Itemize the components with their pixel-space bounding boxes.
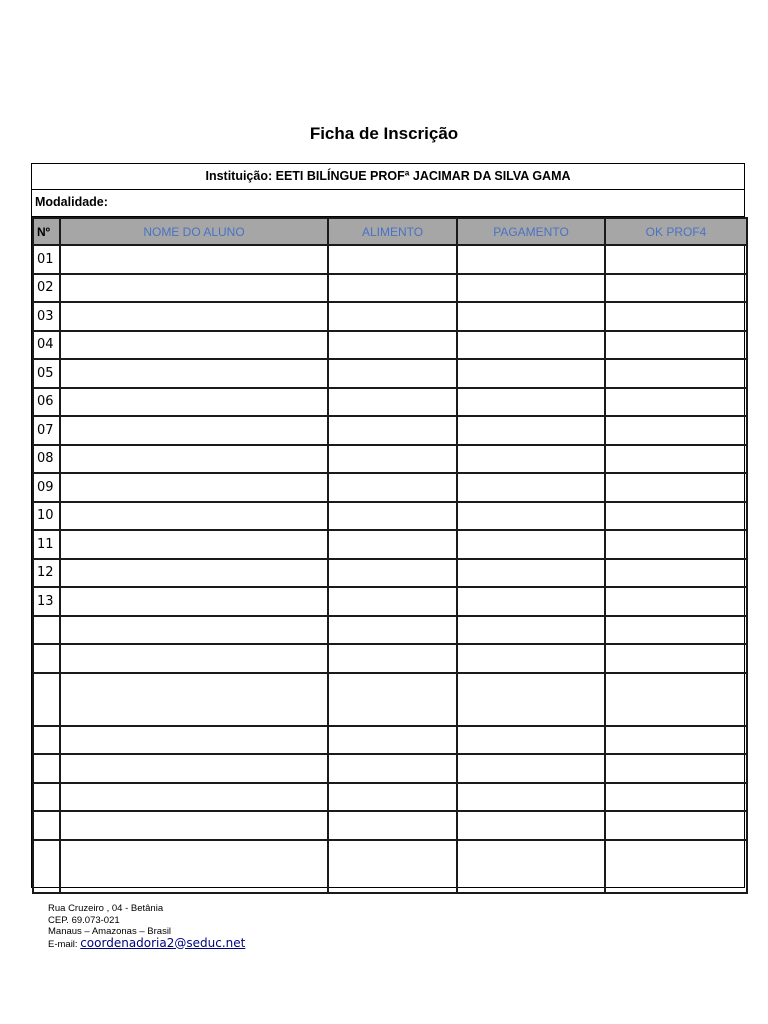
table-row <box>33 416 747 445</box>
row-number-cell: 13 <box>33 587 60 616</box>
food-cell[interactable] <box>328 587 457 616</box>
student-name-cell[interactable] <box>60 502 328 531</box>
row-number-cell: 05 <box>33 359 60 388</box>
payment-cell[interactable] <box>457 811 605 840</box>
payment-cell[interactable] <box>457 644 605 673</box>
food-cell[interactable] <box>328 840 457 893</box>
row-number-cell: 12 <box>33 559 60 588</box>
food-cell[interactable] <box>328 331 457 360</box>
row-number-cell: 06 <box>33 388 60 417</box>
student-name-cell[interactable] <box>60 811 328 840</box>
table-row <box>33 840 747 893</box>
teacher-ok-cell[interactable] <box>605 245 747 274</box>
table-row <box>33 754 747 783</box>
address-street: Rua Cruzeiro , 04 - Betânia <box>48 903 164 914</box>
teacher-ok-cell[interactable] <box>605 616 747 645</box>
teacher-ok-cell[interactable] <box>605 559 747 588</box>
teacher-ok-cell[interactable] <box>605 445 747 474</box>
payment-cell[interactable] <box>457 530 605 559</box>
teacher-ok-cell[interactable] <box>605 331 747 360</box>
student-name-cell[interactable] <box>60 840 328 893</box>
header-number: Nº <box>33 218 60 245</box>
row-number-cell: 04 <box>33 331 60 360</box>
email-line <box>48 935 246 951</box>
teacher-ok-cell[interactable] <box>605 359 747 388</box>
row-number-cell <box>33 783 60 812</box>
food-cell[interactable] <box>328 473 457 502</box>
food-cell[interactable] <box>328 274 457 303</box>
teacher-ok-cell[interactable] <box>605 530 747 559</box>
footer-address <box>48 903 245 950</box>
address-postal-code: CEP. 69.073-021 <box>48 914 120 926</box>
teacher-ok-cell[interactable] <box>605 587 747 616</box>
row-number-cell <box>33 726 60 755</box>
row-number-cell: 07 <box>33 416 60 445</box>
student-name-cell[interactable] <box>60 587 328 616</box>
student-name-cell[interactable] <box>60 388 328 417</box>
teacher-ok-cell[interactable] <box>605 416 747 445</box>
teacher-ok-cell[interactable] <box>605 502 747 531</box>
food-cell[interactable] <box>328 388 457 417</box>
food-cell[interactable] <box>328 754 457 783</box>
student-table <box>32 217 748 894</box>
payment-cell[interactable] <box>457 245 605 274</box>
header-student-name: NOME DO ALUNO <box>60 218 328 245</box>
table-row <box>33 587 747 616</box>
student-name-cell[interactable] <box>60 359 328 388</box>
food-cell[interactable] <box>328 559 457 588</box>
teacher-ok-cell[interactable] <box>605 473 747 502</box>
row-number-cell <box>33 673 60 726</box>
table-row <box>33 783 747 812</box>
address-city: Manaus – Amazonas – Brasil <box>48 926 172 937</box>
food-cell[interactable] <box>328 726 457 755</box>
table-row <box>33 616 747 645</box>
teacher-ok-cell[interactable] <box>605 754 747 783</box>
table-row <box>33 559 747 588</box>
student-name-cell[interactable] <box>60 473 328 502</box>
food-cell[interactable] <box>328 783 457 812</box>
table-row <box>33 473 747 502</box>
payment-cell[interactable] <box>457 302 605 331</box>
student-name-cell[interactable] <box>60 302 328 331</box>
teacher-ok-cell[interactable] <box>605 644 747 673</box>
food-cell[interactable] <box>328 302 457 331</box>
row-number-cell <box>33 811 60 840</box>
teacher-ok-cell[interactable] <box>605 302 747 331</box>
payment-cell[interactable] <box>457 673 605 726</box>
teacher-ok-cell[interactable] <box>605 783 747 812</box>
row-number-cell: 09 <box>33 473 60 502</box>
row-number-cell: 10 <box>33 502 60 531</box>
row-number-cell: 03 <box>33 302 60 331</box>
header-payment: PAGAMENTO <box>457 218 605 245</box>
student-name-cell[interactable] <box>60 673 328 726</box>
modality-row: Modalidade: <box>32 190 744 217</box>
student-name-cell[interactable] <box>60 783 328 812</box>
table-row <box>33 245 747 274</box>
row-number-cell: 08 <box>33 445 60 474</box>
teacher-ok-cell[interactable] <box>605 811 747 840</box>
row-number-cell <box>33 644 60 673</box>
table-row <box>33 274 747 303</box>
row-number-cell: 02 <box>33 274 60 303</box>
table-row <box>33 331 747 360</box>
payment-cell[interactable] <box>457 445 605 474</box>
row-number-cell: 01 <box>33 245 60 274</box>
teacher-ok-cell[interactable] <box>605 673 747 726</box>
student-name-cell[interactable] <box>60 726 328 755</box>
food-cell[interactable] <box>328 359 457 388</box>
table-row <box>33 530 747 559</box>
table-row <box>33 644 747 673</box>
email-link[interactable]: coordenadoria2@seduc.net <box>80 935 246 950</box>
table-row <box>33 502 747 531</box>
registration-form <box>31 163 745 888</box>
payment-cell[interactable] <box>457 616 605 645</box>
student-name-cell[interactable] <box>60 644 328 673</box>
student-name-cell[interactable] <box>60 245 328 274</box>
student-name-cell[interactable] <box>60 445 328 474</box>
header-food: ALIMENTO <box>328 218 457 245</box>
table-row <box>33 811 747 840</box>
email-label: E-mail: <box>48 938 81 950</box>
row-number-cell <box>33 616 60 645</box>
table-row <box>33 302 747 331</box>
food-cell[interactable] <box>328 502 457 531</box>
table-row <box>33 673 747 726</box>
payment-cell[interactable] <box>457 840 605 893</box>
payment-cell[interactable] <box>457 502 605 531</box>
food-cell[interactable] <box>328 416 457 445</box>
teacher-ok-cell[interactable] <box>605 274 747 303</box>
payment-cell[interactable] <box>457 587 605 616</box>
table-row <box>33 445 747 474</box>
food-cell[interactable] <box>328 616 457 645</box>
payment-cell[interactable] <box>457 754 605 783</box>
student-name-cell[interactable] <box>60 754 328 783</box>
student-name-cell[interactable] <box>60 274 328 303</box>
teacher-ok-cell[interactable] <box>605 726 747 755</box>
student-name-cell[interactable] <box>60 559 328 588</box>
institution-row: Instituição: EETI BILÍNGUE PROFª JACIMAR DA SILVA GAMA <box>32 164 744 190</box>
payment-cell[interactable] <box>457 726 605 755</box>
table-row <box>33 726 747 755</box>
row-number-cell <box>33 840 60 893</box>
payment-cell[interactable] <box>457 416 605 445</box>
payment-cell[interactable] <box>457 274 605 303</box>
teacher-ok-cell[interactable] <box>605 388 747 417</box>
food-cell[interactable] <box>328 673 457 726</box>
payment-cell[interactable] <box>457 783 605 812</box>
payment-cell[interactable] <box>457 331 605 360</box>
student-name-cell[interactable] <box>60 331 328 360</box>
food-cell[interactable] <box>328 530 457 559</box>
table-row <box>33 388 747 417</box>
row-number-cell <box>33 754 60 783</box>
payment-cell[interactable] <box>457 359 605 388</box>
header-teacher-ok: OK PROF4 <box>605 218 747 245</box>
student-name-cell[interactable] <box>60 616 328 645</box>
payment-cell[interactable] <box>457 388 605 417</box>
student-name-cell[interactable] <box>60 530 328 559</box>
food-cell[interactable] <box>328 445 457 474</box>
payment-cell[interactable] <box>457 559 605 588</box>
food-cell[interactable] <box>328 245 457 274</box>
document-title: Ficha de Inscrição <box>309 124 459 143</box>
student-name-cell[interactable] <box>60 416 328 445</box>
table-header-row <box>33 218 747 245</box>
teacher-ok-cell[interactable] <box>605 840 747 893</box>
payment-cell[interactable] <box>457 473 605 502</box>
table-row <box>33 359 747 388</box>
row-number-cell: 11 <box>33 530 60 559</box>
food-cell[interactable] <box>328 811 457 840</box>
food-cell[interactable] <box>328 644 457 673</box>
